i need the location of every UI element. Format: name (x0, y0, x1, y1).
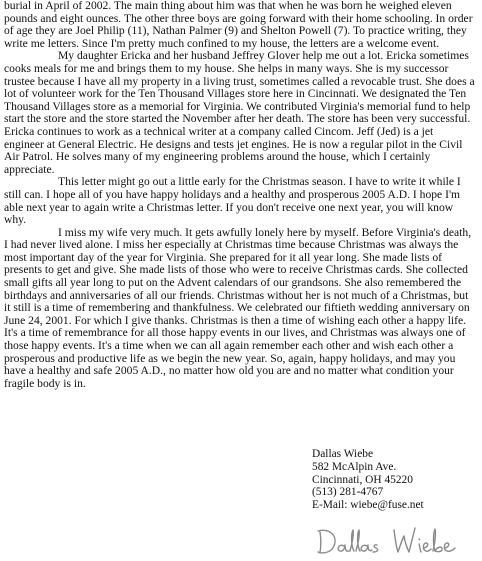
handwritten-signature (312, 522, 462, 558)
paragraph-4: I miss my wife very much. It gets awfully lonely here by myself. Before Virginia's death, I had never lived alone. I miss her especially at Christmas time because Christmas was always the most important day of the year for Virginia. She prepared for it all year long. She made lists of presents to get and give. She made lists of those who were to receive Christmas cards. She collected small gifts all year long to put on the Advent calendars of our grandsons. She also remembered the birthdays and anniversaries of all our friends. Christmas without her is not much of a Christmas, but it still is a time of remembering and thankfulness. We celebrated our fiftieth wedding anniversary on June 24, 2001. For which I give thanks. Christmas is then a time of wishing each other a happy life. It's a time of remembrance for all those happy events in our lives, and Christmas was always one of those happy events. It's a time when we can all again remember each other and wish each other a prosperous and productive life as we begin the new year. So, again, happy holidays, and may you have a healthy and safe 2005 A.D., no matter how old you are and no matter what condition your fragile body is in. (4, 225, 472, 390)
sender-email: E-Mail: wiebe@fuse.net (312, 499, 424, 512)
sender-phone: (513) 281-4767 (312, 486, 384, 499)
paragraph-2: My daughter Ericka and her husband Jeffrey Glover help me out a lot. Ericka sometimes cooks meals for me and brings them to my house. She helps in many ways. She is my successor trustee because I have all my property in a living trust, sometimes called a revocable trust. She does a lot of volunteer work for the Ten Thousand Villages store here in Cincinnati. We designated the Ten Thousand Villages store as a memorial for Virginia. We contributed Virginia's memorial fund to help start the store and the store started the November after her death. The store has been very successful. Ericka continues to work as a technical writer at a company called Cincom. Jeff (Jed) is a jet engineer at General Electric. He designs and tests jet engines. He is now a regular pilot in the Civil Air Patrol. He solves many of my engineering problems around the house, which I certainly appreciate. (4, 49, 475, 176)
address-block (312, 448, 424, 512)
paragraph-3: This letter might go out a little early for the Christmas season. I have to write it while I still can. I hope all of you have happy holidays and a healthy and prosperous 2005 A.D. I hope I'm able next year to again write a Christmas letter. If you don't receive one next year, you will know why. (4, 175, 461, 227)
sender-city: Cincinnati, OH 45220 (312, 473, 413, 486)
sender-street: 582 McAlpin Ave. (312, 460, 397, 473)
paragraph-1: burial in April of 2002. The main thing about him was that when he was born he weighed eleven pounds and eight ounces. The other three boys are going forward with their home schooling. In order of age they are Joel Philip (11), Nathan Palmer (9) and Shelton Powell (7). To practice writing, they write me letters. Since I'm pretty much confined to my house, the letters are a welcome event. (4, 0, 473, 50)
sender-name: Dallas Wiebe (312, 448, 374, 460)
letter-body (4, 0, 476, 390)
